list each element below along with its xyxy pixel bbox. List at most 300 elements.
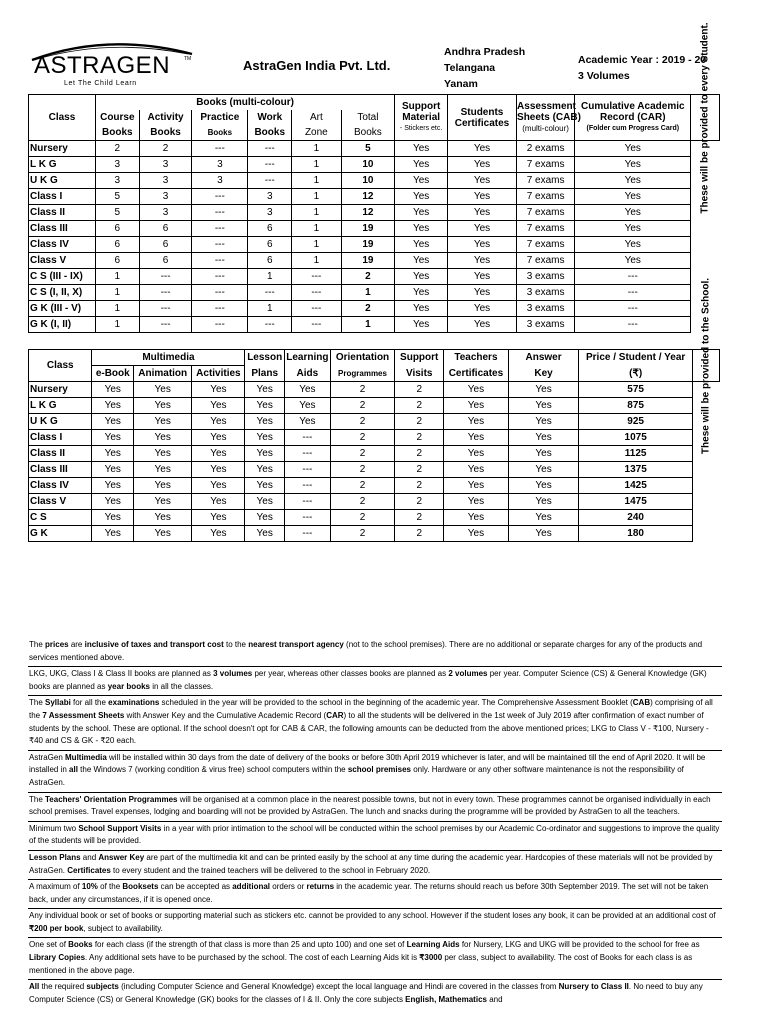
cell-car: --- — [575, 285, 691, 301]
cell-cert: Yes — [447, 269, 516, 285]
cell-price: 1425 — [579, 478, 692, 494]
activity-books-header: Books — [139, 125, 192, 141]
cell-orientation: 2 — [330, 398, 395, 414]
cell-work: --- — [248, 141, 292, 157]
note-text: One set of — [29, 940, 69, 950]
course-books-header: Books — [95, 125, 139, 141]
cell-cab: 7 exams — [517, 173, 575, 189]
company-name: AstraGen India Pvt. Ltd. — [243, 58, 391, 73]
cell-orientation: 2 — [330, 446, 395, 462]
cell-activities: Yes — [192, 462, 245, 478]
cell-activity: 3 — [139, 157, 192, 173]
cell-learning: --- — [284, 478, 330, 494]
cell-work: 6 — [248, 221, 292, 237]
activities-header: Activities — [192, 366, 245, 382]
state-item: Telangana — [444, 62, 496, 74]
note-text: in a year with prior intimation to the school will be conducted within the school premises by our Academic Co-ordinator and suggestions to improve the quality of the students will be provided. — [29, 823, 720, 846]
cell-art: 1 — [292, 253, 341, 269]
cell-art: 1 — [292, 237, 341, 253]
cell-ebook: Yes — [92, 478, 134, 494]
cell-ebook: Yes — [92, 446, 134, 462]
cell-answer: Yes — [508, 478, 579, 494]
cell-price: 875 — [579, 398, 692, 414]
note-text: and — [486, 994, 503, 1004]
price-header: Price / Student / Year — [579, 350, 692, 366]
cell-support: Yes — [395, 285, 448, 301]
note-paragraph — [28, 980, 722, 1008]
cell-lesson: Yes — [245, 510, 285, 526]
cell-practice: --- — [192, 141, 248, 157]
note-bold-text: English, Mathematics — [405, 994, 487, 1004]
note-bold-text: ₹200 per book — [29, 923, 84, 933]
cell-visits: 2 — [395, 398, 444, 414]
cell-ebook: Yes — [92, 510, 134, 526]
note-bold-text: Learning Aids — [406, 940, 460, 950]
note-paragraph — [28, 751, 722, 793]
note-paragraph — [28, 822, 722, 851]
cell-course: 1 — [95, 301, 139, 317]
cell-cab: 7 exams — [517, 157, 575, 173]
cell-activities: Yes — [192, 398, 245, 414]
cell-cls: Class II — [29, 205, 96, 221]
cell-cls: Class V — [29, 253, 96, 269]
note-bold-text: 7 Assessment Sheets — [42, 710, 125, 720]
cell-activity: --- — [139, 301, 192, 317]
cell-cls: Class V — [29, 494, 92, 510]
logo-tm: TM — [184, 56, 192, 62]
cell-course: 5 — [95, 189, 139, 205]
academic-info — [578, 52, 706, 84]
cell-answer: Yes — [508, 494, 579, 510]
cell-car: Yes — [575, 205, 691, 221]
cell-cert: Yes — [447, 205, 516, 221]
cell-cls: G K — [29, 526, 92, 542]
work-books-header: Work — [248, 110, 292, 125]
cell-orientation: 2 — [330, 462, 395, 478]
volumes: 3 Volumes — [578, 70, 630, 82]
note-text: LKG, UKG, Class I & Class II books are planned as — [29, 669, 214, 679]
lesson-plans-header: Plans — [245, 366, 285, 382]
cell-activities: Yes — [192, 414, 245, 430]
cell-answer: Yes — [508, 462, 579, 478]
cell-art: 1 — [292, 205, 341, 221]
cell-orientation: 2 — [330, 510, 395, 526]
cell-cert: Yes — [447, 301, 516, 317]
table-row — [29, 173, 720, 189]
cell-teachers: Yes — [444, 398, 509, 414]
cell-support: Yes — [395, 157, 448, 173]
cell-work: 6 — [248, 253, 292, 269]
cell-work: --- — [248, 285, 292, 301]
cell-art: 1 — [292, 173, 341, 189]
cell-visits: 2 — [395, 462, 444, 478]
table-row — [29, 462, 720, 478]
terms-notes — [28, 638, 722, 1008]
cell-lesson: Yes — [245, 398, 285, 414]
cell-cls: U K G — [29, 173, 96, 189]
cell-price: 1375 — [579, 462, 692, 478]
cell-lesson: Yes — [245, 494, 285, 510]
cell-price: 575 — [579, 382, 692, 398]
note-bold-text: year books — [107, 681, 150, 691]
table-row — [29, 382, 720, 398]
cell-teachers: Yes — [444, 462, 509, 478]
books-group-header: Books (multi-colour) — [95, 95, 394, 111]
note-text: The — [29, 794, 46, 804]
note-text: ) to all the students will be delivered in the 1st week of July 2019 after confirmation of exact number of students by the school. These are optional. If the school doesn't opt for CAB & CAR, the following amounts can be deducted from the above mentioned prices; LKG to Class V - ₹100, Nursery - ₹40 and CS & GK - ₹20 each. — [29, 710, 709, 746]
cell-learning: --- — [284, 462, 330, 478]
cell-learning: --- — [284, 526, 330, 542]
cell-cert: Yes — [447, 141, 516, 157]
cell-car: --- — [575, 317, 691, 333]
note-text: with Answer Key and the Cumulative Academic Record ( — [124, 710, 327, 720]
note-text: for Nursery, LKG and UKG will be provided to the school for free as — [459, 940, 700, 950]
cell-cls: C S — [29, 510, 92, 526]
cell-answer: Yes — [508, 414, 579, 430]
practice-books-header: Books — [192, 125, 248, 141]
note-bold-text: all — [69, 765, 78, 775]
cell-car: --- — [575, 301, 691, 317]
cell-course: 2 — [95, 141, 139, 157]
cell-total: 2 — [341, 301, 395, 317]
cell-car: Yes — [575, 141, 691, 157]
cell-teachers: Yes — [444, 446, 509, 462]
orientation-header: Orientation — [330, 350, 395, 366]
astragen-logo — [28, 36, 196, 92]
cell-total: 12 — [341, 189, 395, 205]
cell-animation: Yes — [134, 430, 192, 446]
table-row — [29, 414, 720, 430]
table-row — [29, 285, 720, 301]
cell-cls: Nursery — [29, 382, 92, 398]
table-row — [29, 157, 720, 173]
note-bold-text: Answer Key — [98, 852, 145, 862]
note-text: The — [29, 640, 46, 649]
cell-car: Yes — [575, 253, 691, 269]
cell-work: --- — [248, 173, 292, 189]
cell-answer: Yes — [508, 526, 579, 542]
cell-learning: Yes — [284, 382, 330, 398]
cell-cab: 7 exams — [517, 189, 575, 205]
cell-total: 5 — [341, 141, 395, 157]
cell-activity: 6 — [139, 253, 192, 269]
learning-aids-header: Aids — [284, 366, 330, 382]
cell-animation: Yes — [134, 382, 192, 398]
note-bold-text: All — [29, 982, 40, 992]
side-note-text: These will be provided to the School. — [700, 277, 712, 454]
table-row — [29, 301, 720, 317]
cell-cls: C S (III - IX) — [29, 269, 96, 285]
cell-lesson: Yes — [245, 414, 285, 430]
total-books-header: Books — [341, 125, 395, 141]
answer-key-header: Answer — [508, 350, 579, 366]
cell-car: Yes — [575, 189, 691, 205]
course-books-header: Course — [95, 110, 139, 125]
cell-price: 1475 — [579, 494, 692, 510]
cell-orientation: 2 — [330, 478, 395, 494]
cell-cab: 7 exams — [517, 253, 575, 269]
note-bold-text: 2 volumes — [448, 669, 488, 679]
note-text: Any individual book or set of books or supporting material such as stickers etc. cannot be provided to any school. However if the student loses any book, it can be provided at an additional cost of — [29, 911, 716, 921]
cell-car: Yes — [575, 157, 691, 173]
note-paragraph — [28, 696, 722, 750]
table-row — [29, 510, 720, 526]
cell-total: 1 — [341, 317, 395, 333]
cell-cert: Yes — [447, 285, 516, 301]
cell-lesson: Yes — [245, 462, 285, 478]
table-row — [29, 189, 720, 205]
cell-activity: --- — [139, 317, 192, 333]
note-text: ) comprising of all the — [29, 698, 713, 720]
note-paragraph — [28, 880, 722, 909]
cell-teachers: Yes — [444, 430, 509, 446]
note-text: for each class (if the strength of that class is more than 25 and upto 100) and one set of — [92, 940, 407, 950]
cell-ebook: Yes — [92, 494, 134, 510]
note-text: scheduled in the year will be provided to the school in the beginning of the academic year. The Comprehensive Assessment Booklet ( — [159, 698, 633, 708]
cell-course: 6 — [95, 253, 139, 269]
table-row — [29, 221, 720, 237]
note-paragraph — [28, 793, 722, 822]
cell-art: 1 — [292, 189, 341, 205]
cell-practice: 3 — [192, 173, 248, 189]
table-row — [29, 269, 720, 285]
cell-cert: Yes — [447, 173, 516, 189]
cell-cab: 3 exams — [517, 317, 575, 333]
cell-course: 1 — [95, 269, 139, 285]
note-paragraph — [28, 638, 722, 667]
note-text: and — [80, 852, 99, 862]
cell-ebook: Yes — [92, 462, 134, 478]
cell-answer: Yes — [508, 398, 579, 414]
cell-animation: Yes — [134, 510, 192, 526]
cell-ebook: Yes — [92, 414, 134, 430]
cell-support: Yes — [395, 221, 448, 237]
cell-activities: Yes — [192, 494, 245, 510]
cell-visits: 2 — [395, 446, 444, 462]
cell-teachers: Yes — [444, 494, 509, 510]
table-row — [29, 141, 720, 157]
table-row — [29, 398, 720, 414]
cell-work: 3 — [248, 205, 292, 221]
ebook-header: e-Book — [92, 366, 134, 382]
cell-car: --- — [575, 269, 691, 285]
cell-course: 3 — [95, 173, 139, 189]
cell-activity: 6 — [139, 237, 192, 253]
note-bold-text: additional — [232, 882, 271, 892]
cell-animation: Yes — [134, 478, 192, 494]
note-text: orders or — [270, 882, 307, 892]
note-paragraph — [28, 909, 722, 938]
cell-cab: 7 exams — [517, 237, 575, 253]
table-row — [29, 237, 720, 253]
header-line: Certificates — [454, 117, 510, 129]
student-side-note — [691, 21, 720, 214]
cell-animation: Yes — [134, 462, 192, 478]
cell-cls: Class III — [29, 462, 92, 478]
support-visits-header: Visits — [395, 366, 444, 382]
cell-support: Yes — [395, 301, 448, 317]
cell-price: 925 — [579, 414, 692, 430]
note-text: are part of the multimedia kit and can be printed easily by the school at any time during the academic year. Hardcopies of these materials will not be provided by AstraGen. — [29, 852, 713, 875]
note-bold-text: 10% — [81, 882, 98, 892]
cell-activities: Yes — [192, 382, 245, 398]
note-bold-text: Nursery to Class II — [558, 982, 629, 992]
practice-books-header: Practice — [192, 110, 248, 125]
multimedia-group-header: Multimedia — [92, 350, 245, 366]
cell-support: Yes — [395, 253, 448, 269]
table-row — [29, 205, 720, 221]
cell-cert: Yes — [447, 221, 516, 237]
cell-work: 1 — [248, 301, 292, 317]
cell-art: --- — [292, 285, 341, 301]
teachers-certificates-header: Teachers — [444, 350, 509, 366]
col-class-header: Class — [29, 95, 96, 141]
note-bold-text: CAB — [632, 698, 651, 708]
cell-activity: 6 — [139, 221, 192, 237]
cell-teachers: Yes — [444, 526, 509, 542]
cell-support: Yes — [395, 237, 448, 253]
cell-support: Yes — [395, 141, 448, 157]
note-text: are — [68, 640, 85, 649]
cell-activities: Yes — [192, 510, 245, 526]
header-line: Sheets (CAB) — [517, 112, 581, 123]
cell-practice: --- — [192, 253, 248, 269]
header-line: Assessment — [517, 101, 576, 112]
cell-ebook: Yes — [92, 526, 134, 542]
cab-header — [517, 95, 581, 141]
cell-animation: Yes — [134, 414, 192, 430]
cell-activity: --- — [139, 269, 192, 285]
support-visits-header: Support — [395, 350, 444, 366]
school-side-note — [692, 277, 719, 454]
cell-visits: 2 — [395, 382, 444, 398]
note-bold-text: Library Copies — [29, 953, 86, 963]
note-bold-text: CAR — [326, 710, 344, 720]
work-books-header: Books — [248, 125, 292, 141]
cell-total: 1 — [341, 285, 395, 301]
note-text: Minimum two — [29, 823, 79, 833]
cell-practice: --- — [192, 189, 248, 205]
cell-learning: --- — [284, 510, 330, 526]
car-header — [575, 95, 691, 141]
note-bold-text: Books — [68, 940, 93, 950]
note-text: will be organised at a common place in the nearest possible towns, but not in every town. These programmes cannot be organised individually in each school premises. Travel expenses, lodging and boarding will not be provided by AstraGen. The lunch and snacks during the programme will be provided by AstraGen to all the teachers. — [29, 794, 711, 817]
cell-cab: 2 exams — [517, 141, 575, 157]
cell-orientation: 2 — [330, 526, 395, 542]
cell-course: 6 — [95, 237, 139, 253]
table-row — [29, 526, 720, 542]
cell-orientation: 2 — [330, 414, 395, 430]
answer-key-header: Key — [508, 366, 579, 382]
note-text: AstraGen — [29, 752, 66, 762]
cell-practice: --- — [192, 269, 248, 285]
note-text: the required — [39, 982, 87, 992]
cell-course: 1 — [95, 285, 139, 301]
cell-price: 240 — [579, 510, 692, 526]
cell-teachers: Yes — [444, 414, 509, 430]
cell-art: --- — [292, 269, 341, 285]
cell-ebook: Yes — [92, 398, 134, 414]
cell-practice: --- — [192, 285, 248, 301]
cell-support: Yes — [395, 317, 448, 333]
cell-ebook: Yes — [92, 382, 134, 398]
note-text: per year. Computer Science (CS) & General Knowledge (GK) books are planned as — [29, 669, 707, 691]
cell-cls: Class I — [29, 430, 92, 446]
animation-header: Animation — [134, 366, 192, 382]
note-bold-text: Lesson Plans — [29, 852, 81, 862]
cell-activities: Yes — [192, 526, 245, 542]
cell-work: 6 — [248, 237, 292, 253]
cell-work: 1 — [248, 269, 292, 285]
note-bold-text: nearest transport agency — [248, 640, 344, 649]
note-text: per class, subject to availability. The cost of Books for each class is as mentioned in the above page. — [29, 953, 693, 975]
note-text: only. Hardware or any other software maintenance is not the responsibility of AstraGen. — [29, 765, 684, 787]
cell-activities: Yes — [192, 430, 245, 446]
note-bold-text: subjects — [86, 982, 119, 992]
cell-car: Yes — [575, 173, 691, 189]
table-row — [29, 430, 720, 446]
cell-support: Yes — [395, 173, 448, 189]
cell-animation: Yes — [134, 526, 192, 542]
cell-total: 19 — [341, 237, 395, 253]
cell-work: --- — [248, 157, 292, 173]
note-paragraph — [28, 667, 722, 696]
cell-support: Yes — [395, 189, 448, 205]
note-text: in the academic year. The returns should reach us before 30th September 2019. The set will not be taken back, under any circumstances, if it is opened once. — [29, 882, 709, 904]
cell-answer: Yes — [508, 510, 579, 526]
header-subline: - Stickers etc. — [399, 125, 443, 132]
cell-ebook: Yes — [92, 430, 134, 446]
col-class-header: Class — [29, 350, 92, 382]
cell-course: 6 — [95, 221, 139, 237]
table-row — [29, 253, 720, 269]
cell-art: 1 — [292, 221, 341, 237]
cell-lesson: Yes — [245, 478, 285, 494]
cell-cert: Yes — [447, 189, 516, 205]
cell-orientation: 2 — [330, 430, 395, 446]
cell-cab: 3 exams — [517, 285, 575, 301]
note-text: for all the — [70, 698, 109, 708]
note-bold-text: school premises — [347, 765, 411, 775]
note-bold-text: inclusive of taxes and transport cost — [84, 640, 224, 649]
cell-learning: --- — [284, 446, 330, 462]
cell-cls: Class IV — [29, 237, 96, 253]
cell-cls: Class IV — [29, 478, 92, 494]
cell-lesson: Yes — [245, 382, 285, 398]
cell-art: --- — [292, 317, 341, 333]
header-line: Cumulative Academic — [581, 101, 685, 112]
cell-cls: C S (I, II, X) — [29, 285, 96, 301]
cell-activity: 2 — [139, 141, 192, 157]
note-text: of the — [97, 882, 123, 892]
side-note-text: These will be provided to every Student. — [699, 21, 711, 214]
cell-cert: Yes — [447, 157, 516, 173]
learning-aids-header: Learning — [284, 350, 330, 366]
state-item: Yanam — [444, 78, 478, 90]
cell-cls: Class II — [29, 446, 92, 462]
page-header — [0, 0, 768, 95]
cell-practice: --- — [192, 317, 248, 333]
cell-cls: G K (III - V) — [29, 301, 96, 317]
note-text: will be installed within 30 days from the date of delivery of the books or before 30th April 2019 whichever is later, and will be maintained till the end of April 2020. It will be installed in — [29, 752, 706, 775]
cell-activity: --- — [139, 285, 192, 301]
cell-price: 1125 — [579, 446, 692, 462]
note-bold-text: Teachers' Orientation Programmes — [45, 794, 178, 804]
cell-practice: --- — [192, 237, 248, 253]
note-text: can be accepted as — [158, 882, 233, 892]
cell-visits: 2 — [395, 494, 444, 510]
cell-total: 12 — [341, 205, 395, 221]
